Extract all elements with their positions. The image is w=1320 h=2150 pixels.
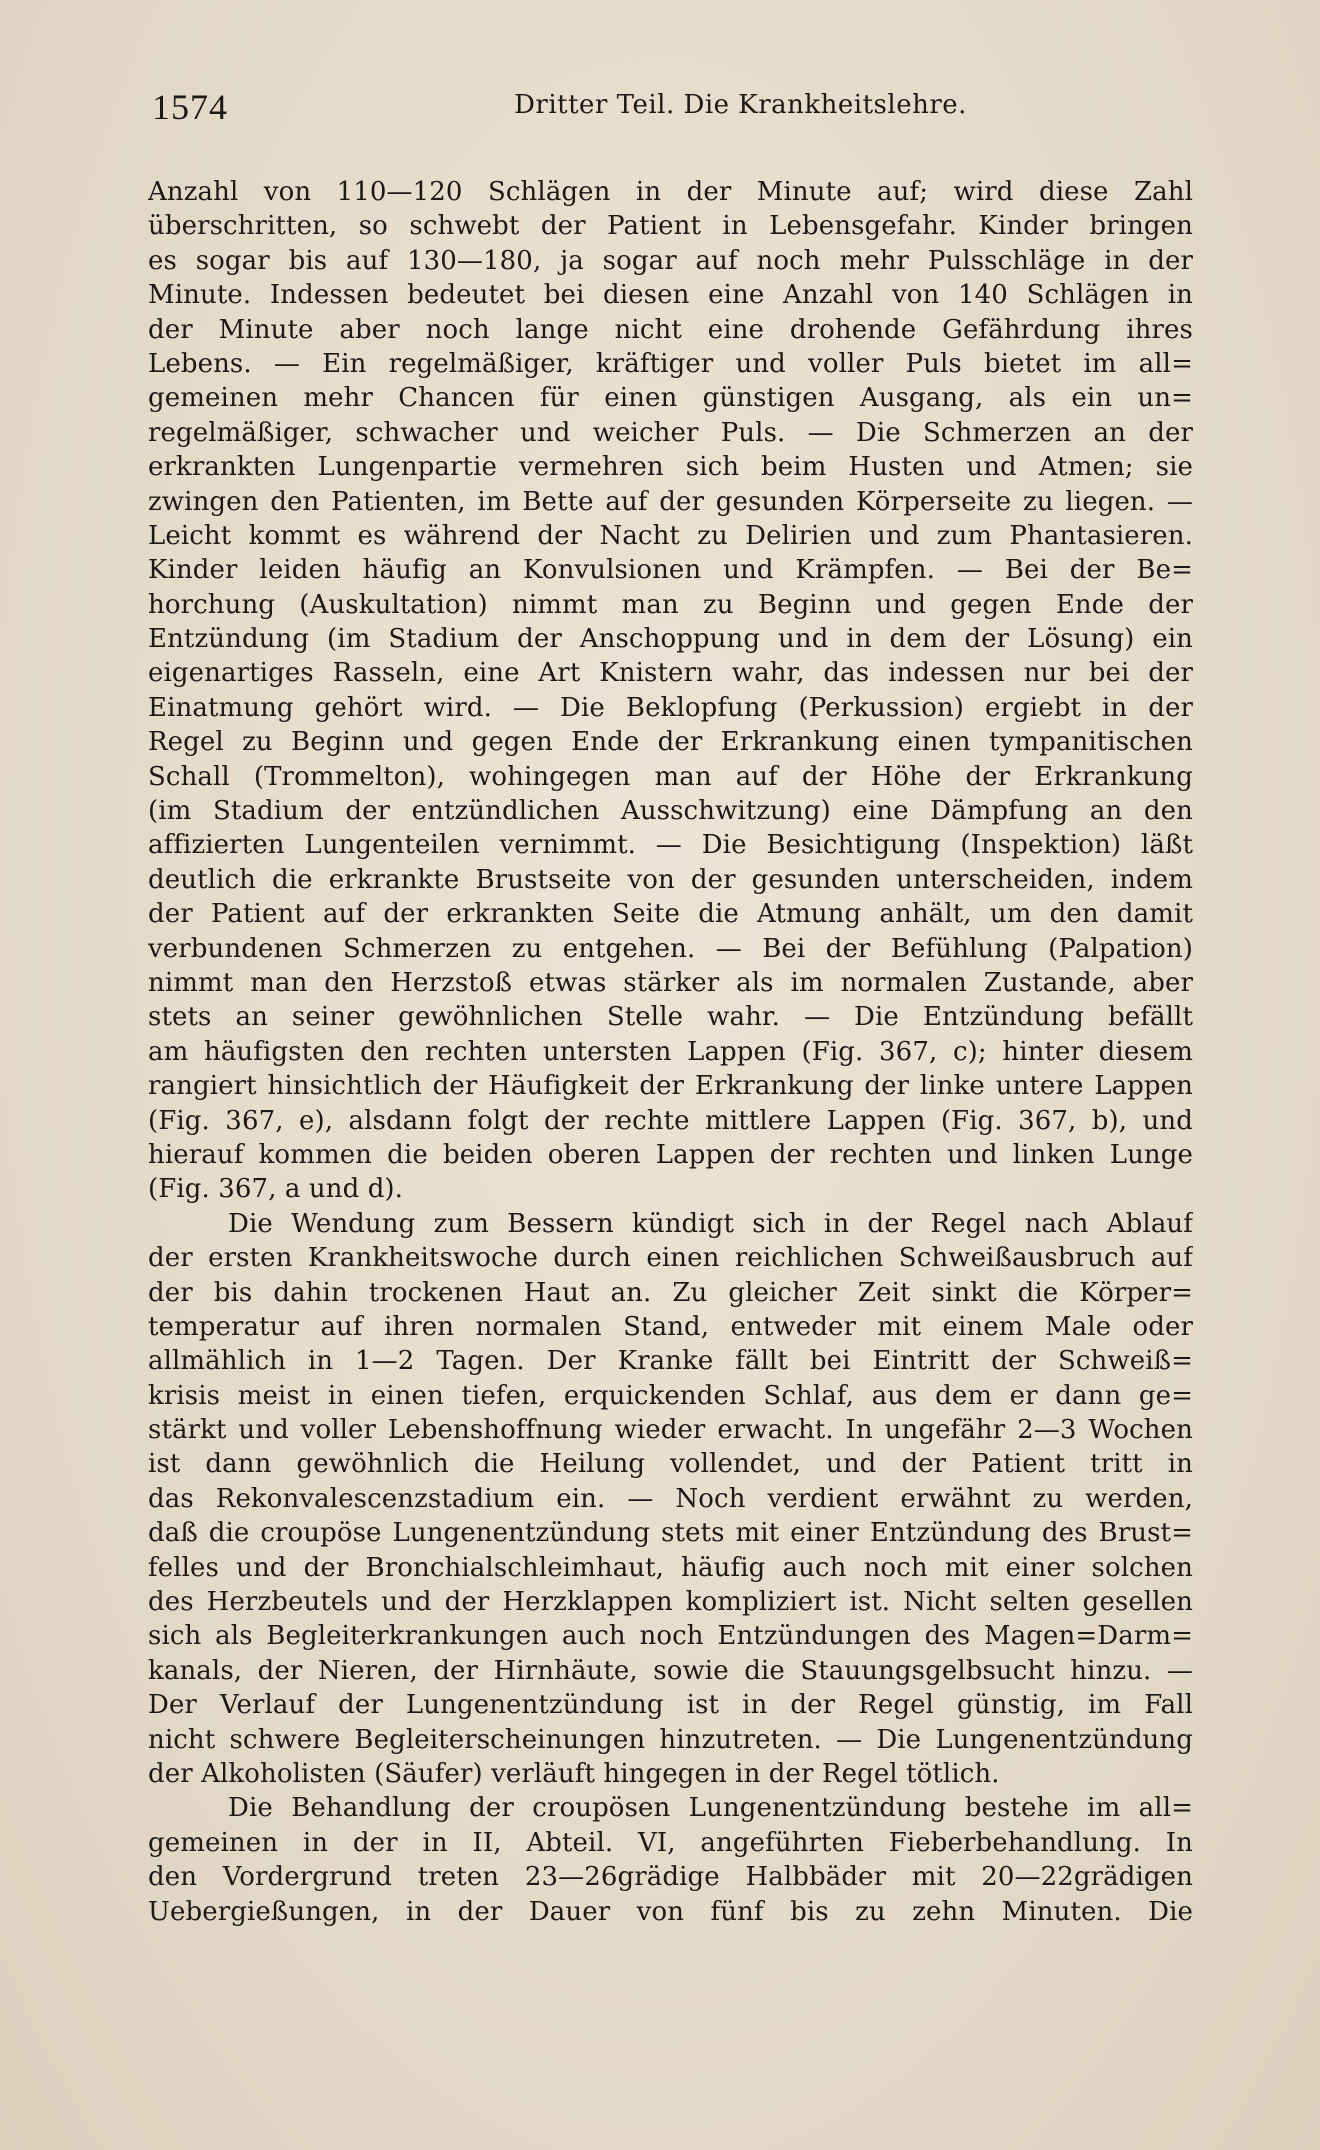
text-line: Die Behandlung der croupösen Lungenentzündung bestehe im all= bbox=[228, 1793, 1193, 1824]
document-page bbox=[148, 80, 1193, 2100]
text-line: Die Wendung zum Bessern kündigt sich in der Regel nach Ablauf bbox=[228, 1208, 1193, 1239]
text-line: Anzahl von 110—120 Schlägen in der Minute auf; wird diese Zahl bbox=[148, 177, 1193, 207]
text-line: der Minute aber noch lange nicht eine drohende Gefährdung ihres bbox=[148, 314, 1193, 345]
page-header bbox=[148, 80, 1193, 140]
text-line: der Patient auf der erkrankten Seite die Atmung anhält, um den damit bbox=[148, 899, 1193, 930]
paragraph bbox=[148, 1791, 1193, 1929]
text-line: Minute. Indessen bedeutet bei diesen eine Anzahl von 140 Schlägen in bbox=[148, 280, 1193, 311]
text-line: (Fig. 367, e), alsdann folgt der rechte mittlere Lappen (Fig. 367, b), und bbox=[148, 1105, 1193, 1136]
text-line: Uebergießungen, in der Dauer von fünf bis zu zehn Minuten. Die bbox=[148, 1896, 1193, 1927]
text-line: (im Stadium der entzündlichen Ausschwitzung) eine Dämpfung an den bbox=[148, 796, 1193, 827]
text-line: es sogar bis auf 130—180, ja sogar auf noch mehr Pulsschläge in der bbox=[148, 245, 1193, 276]
text-line: krisis meist in einen tiefen, erquickenden Schlaf, aus dem er dann ge= bbox=[148, 1380, 1193, 1411]
text-line: überschritten, so schwebt der Patient in Lebensgefahr. Kinder bringen bbox=[148, 211, 1193, 242]
text-line: daß die croupöse Lungenentzündung stets mit einer Entzündung des Brust= bbox=[148, 1518, 1193, 1549]
text-line: allmählich in 1—2 Tagen. Der Kranke fällt bei Eintritt der Schweiß= bbox=[148, 1346, 1193, 1377]
body-text bbox=[148, 175, 1193, 1929]
text-line: nimmt man den Herzstoß etwas stärker als im normalen Zustande, aber bbox=[148, 967, 1193, 998]
text-line: affizierten Lungenteilen vernimmt. — Die Besichtigung (Inspektion) läßt bbox=[148, 830, 1193, 861]
page-number: 1574 bbox=[152, 87, 228, 127]
text-line: das Rekonvalescenzstadium ein. — Noch verdient erwähnt zu werden, bbox=[148, 1483, 1193, 1514]
text-line: des Herzbeutels und der Herzklappen kompliziert ist. Nicht selten gesellen bbox=[148, 1587, 1193, 1618]
text-line: den Vordergrund treten 23—26grädige Halbbäder mit 20—22grädigen bbox=[148, 1862, 1193, 1893]
text-line: Regel zu Beginn und gegen Ende der Erkrankung einen tympanitischen bbox=[148, 727, 1193, 758]
text-line: zwingen den Patienten, im Bette auf der gesunden Körperseite zu liegen. — bbox=[148, 486, 1193, 517]
text-line: stets an seiner gewöhnlichen Stelle wahr. — Die Entzündung befällt bbox=[148, 1002, 1193, 1033]
text-line: sich als Begleiterkrankungen auch noch Entzündungen des Magen=Darm= bbox=[148, 1621, 1193, 1652]
text-line: Lebens. — Ein regelmäßiger, kräftiger und voller Puls bietet im all= bbox=[148, 348, 1193, 379]
text-line: (Fig. 367, a und d). bbox=[148, 1174, 404, 1205]
text-line: kanals, der Nieren, der Hirnhäute, sowie die Stauungsgelbsucht hinzu. — bbox=[148, 1655, 1193, 1686]
text-line: erkrankten Lungenpartie vermehren sich beim Husten und Atmen; sie bbox=[148, 452, 1193, 483]
text-line: deutlich die erkrankte Brustseite von der gesunden unterscheiden, indem bbox=[148, 864, 1193, 895]
text-line: hierauf kommen die beiden oberen Lappen der rechten und linken Lunge bbox=[148, 1139, 1193, 1170]
text-line: Schall (Trommelton), wohingegen man auf der Höhe der Erkrankung bbox=[148, 761, 1193, 792]
text-line: felles und der Bronchialschleimhaut, häufig auch noch mit einer solchen bbox=[148, 1552, 1193, 1583]
running-head: Dritter Teil. Die Krankheitslehre. bbox=[514, 90, 967, 120]
text-line: Der Verlauf der Lungenentzündung ist in der Regel günstig, im Fall bbox=[148, 1690, 1193, 1721]
text-line: gemeinen in der in II, Abteil. VI, angeführten Fieberbehandlung. In bbox=[148, 1827, 1193, 1858]
text-line: Kinder leiden häufig an Konvulsionen und Krämpfen. — Bei der Be= bbox=[148, 555, 1193, 586]
text-line: rangiert hinsichtlich der Häufigkeit der Erkrankung der linke untere Lappen bbox=[148, 1071, 1193, 1102]
text-line: der ersten Krankheitswoche durch einen reichlichen Schweißausbruch auf bbox=[148, 1243, 1193, 1274]
text-line: Entzündung (im Stadium der Anschoppung und in dem der Lösung) ein bbox=[148, 624, 1193, 655]
text-line: Einatmung gehört wird. — Die Beklopfung (Perkussion) ergiebt in der bbox=[148, 692, 1193, 723]
paragraph bbox=[148, 175, 1193, 1207]
text-line: der Alkoholisten (Säufer) verläuft hingegen in der Regel tötlich. bbox=[148, 1758, 1000, 1789]
text-line: der bis dahin trockenen Haut an. Zu gleicher Zeit sinkt die Körper= bbox=[148, 1277, 1193, 1308]
paragraph bbox=[148, 1207, 1193, 1792]
text-line: temperatur auf ihren normalen Stand, entweder mit einem Male oder bbox=[148, 1311, 1193, 1342]
text-line: eigenartiges Rasseln, eine Art Knistern wahr, das indessen nur bei der bbox=[148, 658, 1193, 689]
text-line: verbundenen Schmerzen zu entgehen. — Bei der Befühlung (Palpation) bbox=[148, 933, 1193, 964]
text-line: horchung (Auskultation) nimmt man zu Beginn und gegen Ende der bbox=[148, 589, 1193, 620]
text-line: gemeinen mehr Chancen für einen günstigen Ausgang, als ein un= bbox=[148, 383, 1193, 414]
text-line: regelmäßiger, schwacher und weicher Puls. — Die Schmerzen an der bbox=[148, 417, 1193, 448]
text-line: Leicht kommt es während der Nacht zu Delirien und zum Phantasieren. bbox=[148, 520, 1193, 551]
text-line: ist dann gewöhnlich die Heilung vollendet, und der Patient tritt in bbox=[148, 1449, 1193, 1480]
text-line: stärkt und voller Lebenshoffnung wieder erwacht. In ungefähr 2—3 Wochen bbox=[148, 1415, 1193, 1446]
text-line: am häufigsten den rechten untersten Lappen (Fig. 367, c); hinter diesem bbox=[148, 1036, 1193, 1067]
text-line: nicht schwere Begleiterscheinungen hinzutreten. — Die Lungenentzündung bbox=[148, 1724, 1193, 1755]
